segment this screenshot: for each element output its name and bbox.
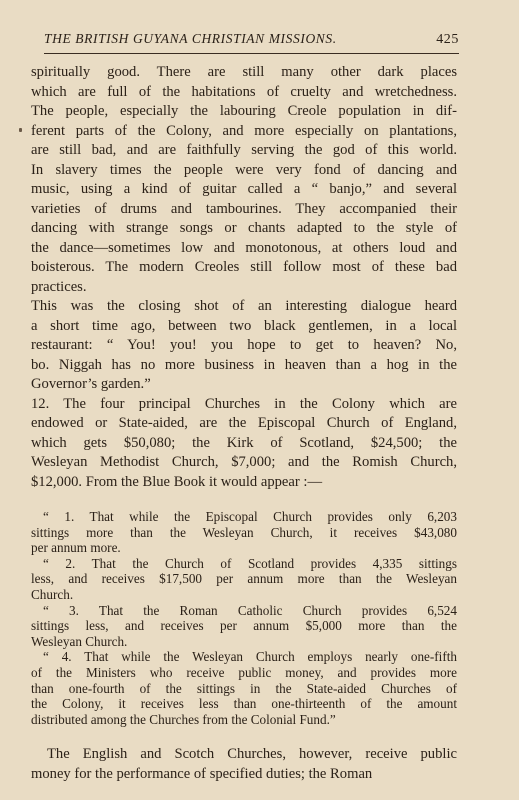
text-line: per annum more. [31, 540, 121, 556]
text-line: The English and Scotch Churches, however, receive public [47, 746, 457, 763]
text-line: less, and receives $17,500 per annum more than the Wesleyan [31, 571, 457, 587]
text-line: spiritually good. There are still many other dark places [31, 64, 457, 80]
text-line: “ 3. That the Roman Catholic Church provides 6,524 [43, 602, 457, 618]
text-line: distributed among the Churches from the Colonial Fund.” [31, 711, 336, 727]
quote-item-2 [31, 556, 457, 603]
text-line: “ 4. That while the Wesleyan Church employs nearly one-fifth [43, 649, 457, 665]
text-line: music, using a kind of guitar called a “ banjo,” and several [31, 181, 457, 197]
text-line: money for the performance of specified duties; the Roman [31, 765, 373, 782]
quote-item-3 [31, 603, 457, 650]
quote-item-1 [31, 509, 457, 556]
text-line: 12. The four principal Churches in the Colony which are [31, 395, 457, 412]
text-line: the dance—sometimes low and monotonous, at others loud and [31, 239, 457, 256]
text-line: boisterous. The modern Creoles still follow most of these bad [31, 259, 457, 275]
spacer [31, 492, 457, 509]
spacer [31, 727, 457, 745]
text-line: “ 1. That while the Episcopal Church provides only 6,203 [43, 509, 457, 524]
running-header [44, 31, 459, 48]
header-rule [44, 53, 459, 54]
text-line: The people, especially the labouring Creole population in dif- [31, 103, 457, 119]
quote-item-4 [31, 649, 457, 727]
text-line: Church. [31, 586, 74, 602]
running-title: THE BRITISH GUYANA CHRISTIAN MISSIONS. [44, 31, 337, 46]
paragraph-dialogue [31, 297, 457, 395]
text-line: ferent parts of the Colony, and more especially on plantations, [31, 122, 457, 139]
text-line: than one-fourth of the sittings in the State-aided Churches of [31, 680, 457, 696]
text-line: of the Ministers who receive public money, and provides more [31, 664, 457, 680]
paragraph-churches [31, 395, 457, 493]
text-line: varieties of drums and tambourines. They accompanied their [31, 200, 457, 217]
text-line: a short time ago, between two black gentlemen, in a local [31, 317, 457, 334]
paragraph-public-money [31, 745, 457, 784]
text-line: Governor’s garden.” [31, 376, 151, 392]
text-line: are still bad, and are faithfully serving the god of this world. [31, 142, 457, 158]
text-line: the Colony, it receives less than one-thirteenth of the amount [31, 696, 457, 712]
text-line: bo. Niggah has no more business in heaven than a hog in the [31, 356, 457, 373]
text-line: restaurant: “ You! you! you hope to get to heaven? No, [31, 337, 457, 353]
text-line: In slavery times the people were very fond of dancing and [31, 161, 457, 178]
text-line: endowed or State-aided, are the Episcopal Church of England, [31, 415, 457, 431]
text-line: This was the closing shot of an interesting dialogue heard [31, 298, 457, 314]
text-line: dancing with strange songs or chants adapted to the style of [31, 220, 457, 236]
text-line: $12,000. From the Blue Book it would appear :— [31, 473, 323, 490]
page-number: 425 [436, 32, 459, 47]
text-line: which gets $50,080; the Kirk of Scotland, $24,500; the [31, 434, 457, 451]
text-line: sittings more than the Wesleyan Church, it receives $43,080 [31, 524, 457, 540]
text-line: Wesleyan Methodist Church, $7,000; and the Romish Church, [31, 454, 457, 470]
text-line: which are full of the habitations of cruelty and wretchedness. [31, 83, 457, 100]
page-body [31, 63, 457, 784]
text-line: Wesleyan Church. [31, 633, 128, 649]
paragraph-spiritual-state [31, 63, 457, 297]
text-line: “ 2. That the Church of Scotland provides 4,335 sittings [43, 555, 457, 571]
text-line: sittings less, and receives per annum $5,000 more than the [31, 618, 457, 634]
margin-mark [19, 128, 22, 132]
text-line: practices. [31, 278, 87, 295]
